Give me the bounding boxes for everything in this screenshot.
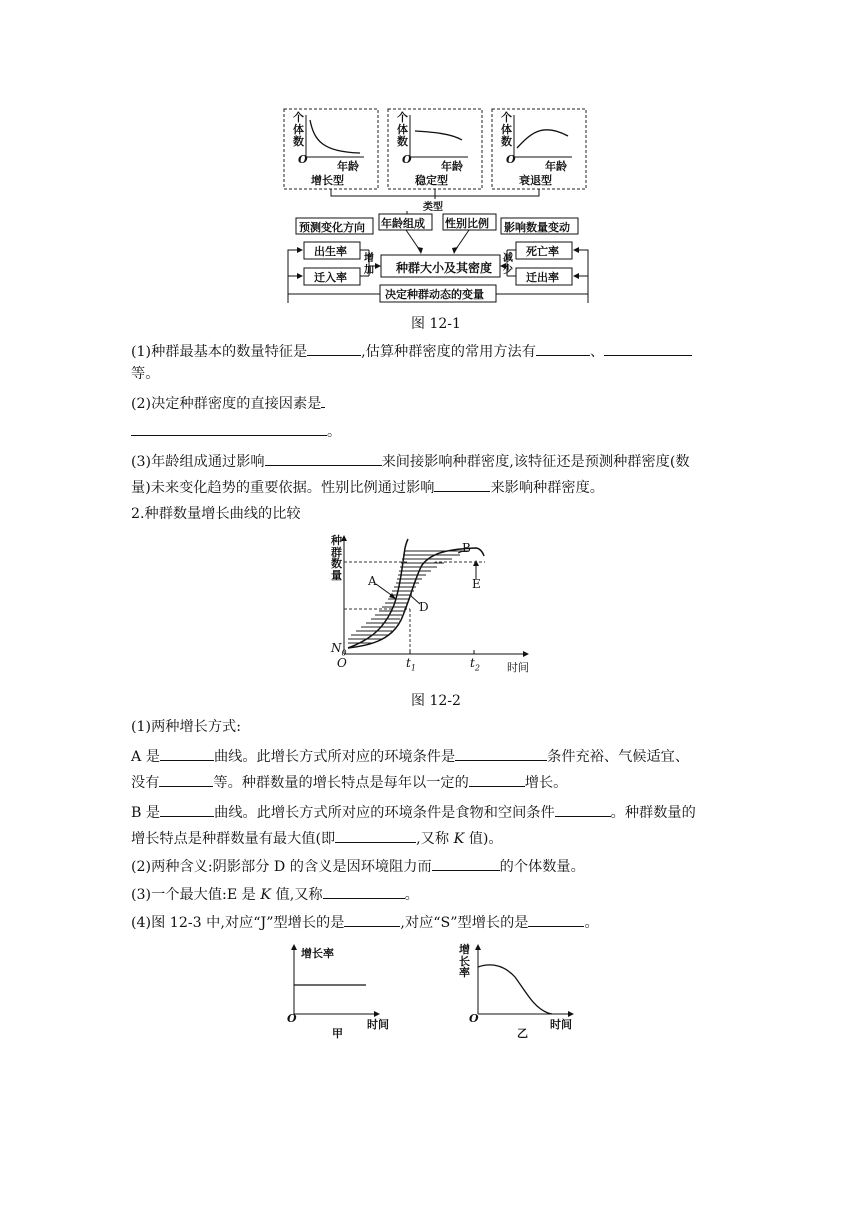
fig3-left-ylabel: 增长率 [301,947,334,960]
section-2-heading: 2.种群数量增长曲线的比较 [131,506,301,522]
q3-line: (3)年龄组成通过影响 来间接影响种群密度,该特征还是预测种群密度(数 [131,450,690,472]
blank[interactable] [455,745,547,761]
card3-xlabel: 年龄 [545,160,567,173]
card3-name: 衰退型 [519,174,552,187]
card2-ylabel: 个 体 数 [397,111,408,148]
b-line-2: 增长特点是种群数量有最大值(即 ,又称 K 值)。 [131,827,503,849]
q2-line-2: 。 [131,420,341,442]
blank[interactable] [434,476,490,492]
blank[interactable] [555,801,611,817]
label-D: D [419,600,429,614]
card3-origin: O [506,153,516,166]
label-t1: $t_1$ [406,656,416,673]
q1-line: (1)种群最基本的数量特征是 ,估算种群密度的常用方法有 、 [131,340,692,362]
emigration-box: 迁出率 [526,271,559,284]
fig3-right-name: 乙 [517,1027,528,1040]
s4-line: (4)图 12-3 中,对应“J”型增长的是 ,对应“S”型增长的是 。 [131,911,599,933]
predict-box: 预测变化方向 [299,221,365,234]
fig3-left-name: 甲 [332,1027,343,1040]
decline-curve [517,130,568,148]
type-label: 类型 [423,202,443,213]
center-box: 种群大小及其密度 [396,261,493,275]
fig3-right-xlabel: 时间 [550,1018,572,1031]
card3-ylabel: 个 体 数 [501,111,512,148]
increase-label: 增 加 [364,253,374,276]
blank[interactable] [335,827,416,843]
q1-line-2: 等。 [131,366,160,382]
blank[interactable] [469,771,525,787]
blank[interactable] [323,883,405,899]
label-E: E [472,577,481,591]
blank[interactable] [432,855,500,871]
fig3-right-origin: O [469,1012,479,1025]
label-A: A [368,574,377,588]
immigration-box: 迁入率 [314,271,347,284]
card2-origin: O [402,153,412,166]
card1-ylabel: 个 体 数 [293,111,304,148]
blank[interactable] [159,771,213,787]
blank[interactable] [604,340,692,356]
fig3-left-origin: O [287,1012,297,1025]
blank[interactable] [160,801,214,817]
death-rate-box: 死亡率 [526,245,559,258]
card2-xlabel: 年龄 [441,160,463,173]
blank[interactable] [265,450,382,466]
blank[interactable] [321,392,325,408]
fig3-right-ylabel: 增 长 率 [459,943,470,979]
blank[interactable] [536,340,590,356]
card2-name: 稳定型 [415,174,448,187]
s1-title: (1)两种增长方式: [131,719,242,735]
card1-name: 增长型 [311,174,344,187]
figure-12-3 [0,935,860,1045]
fig2-origin: O [337,656,347,670]
blank[interactable] [131,420,327,436]
card1-origin: O [298,153,308,166]
s2-line: (2)两种含义:阴影部分 D 的含义是因环境阻力而 的个体数量。 [131,855,585,877]
q2-line: (2)决定种群密度的直接因素是 [131,392,325,414]
fig2-xlabel: 时间 [507,661,529,674]
s3-line: (3)一个最大值:E 是 K 值,又称 。 [131,883,419,905]
caption-12-2: 图 12-2 [411,693,461,709]
bottom-box: 决定种群动态的变量 [385,288,484,301]
figure-12-2 [0,530,860,680]
fig2-ylabel: 种 群 数 量 [331,534,342,582]
growth-curve [310,120,360,153]
decrease-label: 减 少 [503,253,513,276]
blank[interactable] [344,911,400,927]
b-line: B 是 曲线。此增长方式所对应的环境条件是食物和空间条件 。种群数量的 [131,801,696,823]
blank[interactable] [160,745,214,761]
affect-box: 影响数量变动 [504,221,570,234]
declining-rate-curve [478,965,552,1014]
a-line-2: 没有 等。种群数量的增长特点是每年以一定的 增长。 [131,771,567,793]
fig3-left-xlabel: 时间 [367,1018,389,1031]
sex-ratio-box: 性别比例 [445,217,489,230]
label-t2: $t_2$ [470,656,480,673]
blank[interactable] [307,340,361,356]
blank[interactable] [528,911,584,927]
label-N0: $N_0$ [331,641,347,658]
stable-curve [415,131,462,140]
q3-line-2: 量)未来变化趋势的重要依据。性别比例通过影响 来影响种群密度。 [131,476,604,498]
birth-rate-box: 出生率 [314,245,347,258]
card1-xlabel: 年龄 [337,160,359,173]
caption-12-1: 图 12-1 [411,316,461,332]
a-line: A 是 曲线。此增长方式所对应的环境条件是 条件充裕、气候适宜、 [131,745,689,767]
age-structure-box: 年龄组成 [381,217,425,230]
label-B: B [462,541,471,555]
